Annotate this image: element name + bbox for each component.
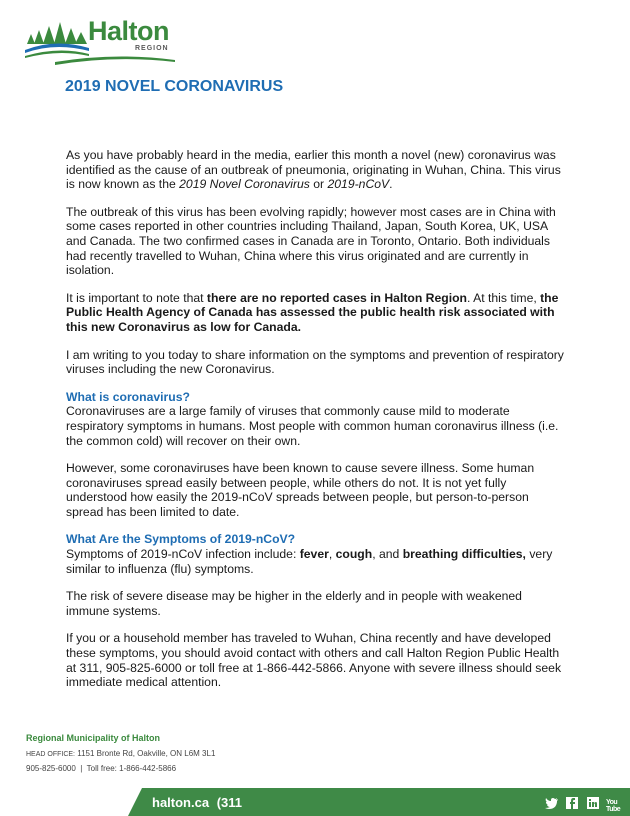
paragraph-outbreak: The outbreak of this virus has been evolving rapidly; however most cases are in China with some cases reported in other countries including Thailand, Japan, South Korea, UK, USA and Canada. The two confirmed cases in Canada are in Toronto, Ontario. Both individuals had recently travelled to Wuhan, China where this virus originated and are currently in isolation. xyxy=(66,204,556,278)
paragraph-advice: If you or a household member has traveled to Wuhan, China recently and have developed these symptoms, you should avoid contact with others and call Halton Region Public Health at 311, 905-825-6000 or toll free at 1-866-442-5866. Anyone with severe illness should seek immediate medical attention. xyxy=(66,631,562,690)
footer-organization: Regional Municipality of Halton xyxy=(26,733,161,743)
paragraph-symptoms: Symptoms of 2019-nCoV infection include: fever, cough, and breathing difficulties, very similar to influenza (flu) symptoms. xyxy=(66,547,553,576)
footer-address: HEAD OFFICE: 1151 Bronte Rd, Oakville, ON L6M 3L1 xyxy=(26,749,216,758)
page-title: 2019 NOVEL CORONAVIRUS xyxy=(65,78,284,95)
paragraph-intro: As you have probably heard in the media, earlier this month a novel (new) coronavirus was identified as the cause of an outbreak of pneumonia, originating in Wuhan, China. This virus is now known as the 2019 Novel Coronavirus or 2019-nCoV. xyxy=(66,148,561,192)
facebook-icon[interactable] xyxy=(566,797,578,809)
halton-logo xyxy=(25,18,175,68)
twitter-icon[interactable] xyxy=(545,797,559,809)
logo-wordmark: Halton xyxy=(88,16,169,46)
footer-phones: 905-825-6000 | Toll free: 1-866-442-5866 xyxy=(26,764,177,773)
logo-region-label: REGION xyxy=(135,45,169,52)
footer-website[interactable]: halton.ca (311 xyxy=(152,795,243,810)
youtube-icon[interactable]: You Tube xyxy=(606,799,621,813)
paragraph-purpose: I am writing to you today to share information on the symptoms and prevention of respiratory viruses including the new Coronavirus. xyxy=(66,347,564,377)
heading-what-is-coronavirus: What is coronavirus? xyxy=(66,389,190,404)
letter-body xyxy=(66,148,564,703)
footer-phone-number: 311 xyxy=(221,795,243,810)
logo-swoosh-icon xyxy=(55,54,175,68)
footer-band xyxy=(0,788,630,816)
paragraph-definition: Coronaviruses are a large family of viruses that commonly cause mild to moderate respiratory symptoms in humans. Most people with common human coronavirus illness (i.e. the common cold) will recover on their own. xyxy=(66,404,559,448)
halton-logo-mark-icon xyxy=(25,18,89,58)
paragraph-risk-groups: The risk of severe disease may be higher in the elderly and in people with weakened immune systems. xyxy=(66,589,522,618)
linkedin-icon[interactable] xyxy=(587,797,599,809)
heading-symptoms: What Are the Symptoms of 2019-nCoV? xyxy=(66,532,296,547)
phone-icon: ( xyxy=(216,795,222,810)
paragraph-severity: However, some coronaviruses have been known to cause severe illness. Some human coronaviruses spread easily between people, while others do not. It is not yet fully understood how easily the 2019-nCoV spreads between people, but person-to-person spread has been limited to date. xyxy=(66,461,535,519)
paragraph-risk: It is important to note that there are no reported cases in Halton Region. At this time, the Public Health Agency of Canada has assessed the public health risk associated with this new Coronavirus as low for Canada. xyxy=(66,290,559,334)
